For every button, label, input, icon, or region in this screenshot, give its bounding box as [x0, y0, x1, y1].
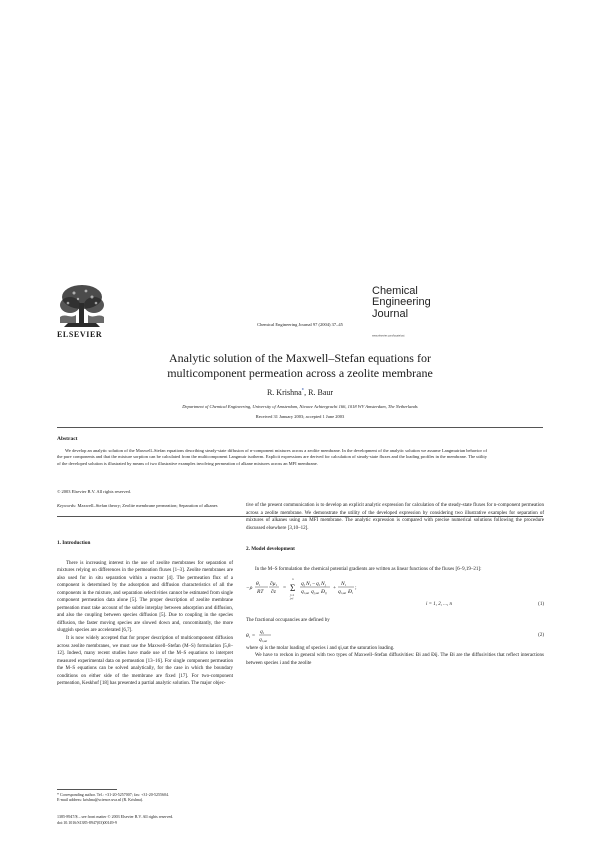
- footnote-rule: [57, 789, 117, 790]
- abstract-heading: Abstract: [57, 436, 78, 442]
- svg-text:i: i: [276, 583, 277, 588]
- section-heading-introduction: 1. Introduction: [57, 540, 91, 546]
- svg-text:j≠i: j≠i: [290, 596, 294, 601]
- right-column: [246, 502, 544, 667]
- occupancy-sentence: The fractional occupancies are defined by: [246, 618, 330, 624]
- author-2[interactable]: R. Baur: [308, 388, 334, 397]
- equation-2-number: (2): [538, 632, 544, 638]
- journal-url-bar: [372, 334, 420, 337]
- svg-text:Đ: Đ: [321, 589, 325, 596]
- svg-text:j: j: [304, 583, 305, 588]
- svg-text:i: i: [319, 583, 320, 588]
- svg-text:i,sat: i,sat: [304, 591, 310, 596]
- svg-text:j,sat: j,sat: [314, 591, 320, 596]
- svg-text:q: q: [338, 589, 341, 596]
- journal-logo-line: Chemical: [372, 285, 418, 297]
- svg-text:∂z: ∂z: [271, 589, 276, 596]
- publisher-name: ELSEVIER: [57, 330, 103, 339]
- svg-text:i: i: [352, 591, 353, 596]
- equation-1-number: (1): [538, 602, 544, 608]
- journal-url: www.elsevier.com/locate/cej: [372, 334, 405, 337]
- svg-text:RT: RT: [257, 589, 264, 596]
- intro-paragraph-1: There is increasing interest in the use of zeolite membranes for separation of mixtures relying on differences in the permeation fluxes [1–3]. Zeolite membranes are also used for in situ separation within a reactor [4]. The permeation flux of a component is determined by the adsorption and diffusion characteristics of all the components in the mixture, and separation selectivities cannot be estimated from single component permeation data alone [5]. The proper description of zeolite membrane permeation must take account of the subtle interplay between adsorption and diffusion, and also the coupling between species diffusion [5]. Due to coupling in the species diffusion, the faster moving species are slowed down and, concomitantly, the more sluggish species are accelerated [6,7].: [57, 560, 233, 634]
- svg-text:i: i: [310, 583, 311, 588]
- footnote-corresponding: * Corresponding author. Tel.: +31-20-5257007; fax: +31-20-5255604.: [57, 792, 170, 797]
- doi-line[interactable]: doi:10.1016/S1385-8947(03)00149-9: [57, 819, 117, 825]
- svg-text:j=1: j=1: [290, 593, 295, 598]
- svg-text:j: j: [325, 583, 326, 588]
- svg-text:i: i: [249, 634, 250, 639]
- svg-text:n: n: [292, 577, 294, 582]
- svg-text:−: −: [312, 581, 316, 588]
- section-heading-model: 2. Model development: [246, 546, 295, 553]
- equation-1-range: i = 1, 2, ..., n: [426, 602, 453, 608]
- model-paragraph-1: In the M–S formulation the chemical potential gradients are written as linear functions of the fluxes [6–9,19–21]:: [255, 566, 482, 572]
- author-separator: ,: [304, 388, 309, 397]
- svg-text:Đ: Đ: [348, 589, 352, 596]
- svg-text:Σ: Σ: [290, 583, 296, 594]
- footnote: [57, 792, 237, 802]
- affiliation: Department of Chemical Engineering, University of Amsterdam, Nieuwe Achtergracht 166, 1018 WV Amsterdam, The Netherlands: [182, 404, 418, 409]
- svg-text:∂μ: ∂μ: [270, 581, 276, 588]
- equation-1-formula: [246, 575, 476, 601]
- svg-text:N: N: [306, 581, 310, 588]
- abstract-body: We develop an analytic solution of the Maxwell–Stefan equations describing steady-state diffusion of n-component mixtures across a zeolite membrane. In the development of the analytic solution we assume Langmuirian behavior of the pure components and that the mixture sorption can be calculated from the multicomponent Langmuir isotherm. Explicit expressions are derived for calculation of steady-state fluxes and the loading profiles in the membrane. The utility of the developed solution is illustrated by means of two illustrative examples involving permeation of alkane mixtures across an MFI membrane.: [57, 448, 487, 466]
- equation-2: [246, 625, 544, 645]
- title-line-2: multicomponent permeation across a zeolite membrane: [167, 366, 433, 380]
- svg-text:q: q: [259, 636, 262, 643]
- keywords-label: Keywords:: [57, 503, 77, 508]
- corresponding-author-mark[interactable]: *: [301, 388, 305, 394]
- svg-text:i: i: [263, 630, 264, 635]
- svg-text:ij: ij: [325, 591, 327, 596]
- keywords: [57, 503, 218, 508]
- svg-text:−ρ: −ρ: [246, 585, 253, 592]
- svg-text:q: q: [311, 589, 314, 596]
- svg-text:i: i: [345, 583, 346, 588]
- svg-text:i,sat: i,sat: [341, 591, 347, 596]
- svg-text:N: N: [341, 581, 345, 588]
- journal-logo: [372, 286, 431, 320]
- paper-title: [0, 351, 600, 381]
- issn-line: 1385-8947/$ – see front matter © 2003 Elsevier B.V. All rights reserved.: [57, 814, 174, 819]
- svg-text:q: q: [301, 589, 304, 596]
- svg-text:θ: θ: [256, 581, 259, 588]
- received-dates: Received 31 January 2003; accepted 1 June 2003: [255, 414, 345, 419]
- author-list: [0, 388, 600, 397]
- journal-citation: Chemical Engineering Journal 97 (2004) 37–45: [257, 322, 343, 327]
- svg-text:q: q: [260, 628, 263, 635]
- svg-text:;: ;: [355, 585, 357, 592]
- svg-text:=: =: [283, 585, 287, 592]
- divider-top: [57, 427, 543, 428]
- svg-text:=: =: [252, 632, 256, 639]
- title-line-1: Analytic solution of the Maxwell–Stefan equations for: [169, 351, 431, 365]
- journal-logo-line: Engineering: [372, 296, 431, 309]
- keywords-text: Maxwell–Stefan theory; Zeolite membrane permeation; Separation of alkanes: [76, 503, 218, 508]
- svg-text:θ: θ: [246, 632, 249, 639]
- svg-text:+: +: [333, 585, 337, 592]
- issn-doi: [57, 814, 297, 825]
- left-column: [57, 540, 233, 688]
- equation-1: [246, 573, 544, 611]
- svg-text:i: i: [259, 583, 260, 588]
- svg-text:i,sat: i,sat: [262, 638, 268, 643]
- model-paragraph-2: where qi is the molar loading of species i and qi,sat the saturation loading.: [246, 645, 395, 651]
- svg-text:q: q: [301, 581, 304, 588]
- svg-text:N: N: [321, 581, 325, 588]
- author-1[interactable]: R. Krishna: [266, 388, 302, 397]
- svg-text:q: q: [316, 581, 319, 588]
- footnote-email[interactable]: E-mail address: krishna@science.uva.nl (R. Krishna).: [57, 797, 144, 803]
- right-paragraph-1: tive of the present communication is to develop an explicit analytic expression for calculation of the steady-state fluxes for n-component permeation across a zeolite membrane. We demonstrate the utility of the developed expression by considering two illustrative examples for separation of mixtures of alkanes using an MFI membrane. The analytic expression is compared with precise numerical solutions following the procedure discussed elsewhere [3,10–12].: [246, 503, 544, 531]
- equation-2-formula: [246, 626, 306, 644]
- intro-paragraph-2: It is now widely accepted that for proper description of multicomponent diffusion across zeolite membranes, we must use the Maxwell–Stefan (M–S) formulation [5,8–12]. Indeed, many recent studies have made use of the M–S equations to interpret measured experimental data on permeation [13–16]. For single component permeation the M–S equations can be solved analytically, for the case in which the boundary conditions on either side of the membrane are fixed [17]. For two-component permeation, Keskhof [18] has presented a partial analytic solution. The major objec-: [57, 636, 233, 687]
- journal-logo-line: Journal: [372, 307, 409, 320]
- model-paragraph-3: We have to reckon in general with two types of Maxwell–Stefan diffusivities: Đi and Đij. The Đi are the diffusivities that reflect interactions between species i and the zeolite: [246, 653, 544, 666]
- copyright-line: © 2003 Elsevier B.V. All rights reserved.: [57, 489, 131, 494]
